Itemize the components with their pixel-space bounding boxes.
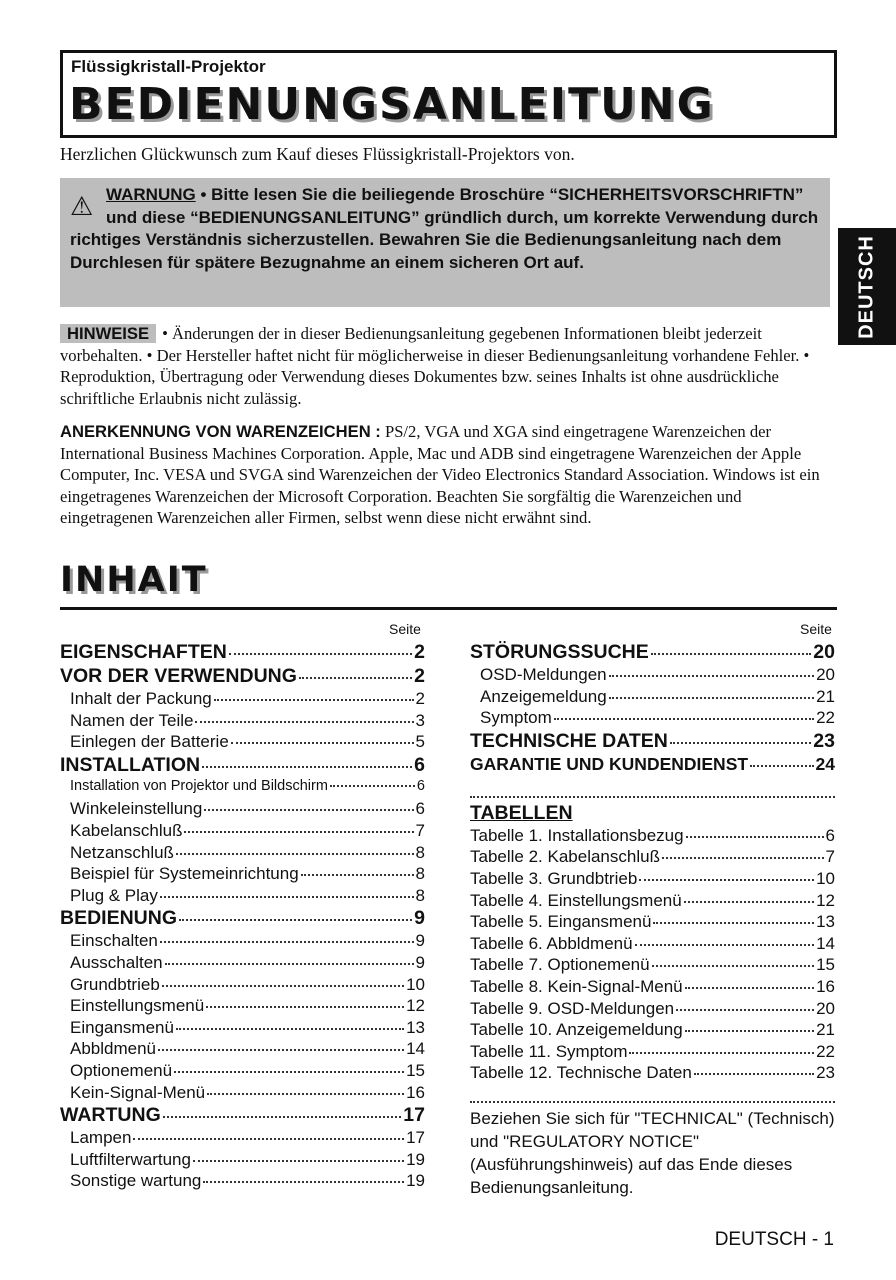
dot-leader bbox=[174, 1071, 404, 1073]
toc-entry[interactable] bbox=[60, 1061, 425, 1083]
toc-entry-label: Netzanschluß bbox=[70, 842, 174, 862]
dot-leader bbox=[554, 718, 814, 720]
dot-leader bbox=[165, 963, 414, 965]
dot-leader bbox=[184, 831, 413, 833]
toc-entry[interactable] bbox=[60, 907, 425, 931]
language-tab-label: DEUTSCH bbox=[855, 234, 878, 339]
toc-entry-page: 8 bbox=[415, 842, 425, 862]
toc-entry-label: VOR DER VERWENDUNG bbox=[60, 665, 297, 687]
warning-box bbox=[60, 178, 830, 307]
toc-left-column bbox=[60, 641, 425, 1193]
toc-entry-page: 8 bbox=[415, 885, 425, 905]
toc-entry-page: 2 bbox=[414, 641, 425, 663]
toc-entry-label: Einlegen der Batterie bbox=[70, 732, 229, 752]
toc-entry[interactable] bbox=[60, 953, 425, 975]
toc-entry-page: 22 bbox=[816, 1041, 835, 1061]
dot-leader bbox=[662, 857, 824, 859]
toc-entry-label: Kabelanschluß bbox=[70, 820, 183, 840]
dot-leader bbox=[162, 985, 404, 987]
toc-right-column bbox=[470, 641, 835, 1199]
toc-entry-page: 5 bbox=[415, 732, 425, 752]
toc-entry-page: 19 bbox=[406, 1149, 425, 1169]
dot-leader bbox=[163, 1116, 402, 1118]
toc-entry[interactable] bbox=[60, 931, 425, 953]
trademarks-paragraph bbox=[60, 421, 838, 529]
toc-entry[interactable] bbox=[60, 1150, 425, 1172]
dot-leader bbox=[639, 879, 814, 881]
toc-entry-page: 14 bbox=[816, 933, 835, 953]
toc-entry-page: 12 bbox=[816, 890, 835, 910]
toc-entry-page: 21 bbox=[816, 1020, 835, 1040]
dot-leader bbox=[193, 1160, 404, 1162]
toc-entry[interactable] bbox=[60, 1104, 425, 1128]
toc-entry-label: Beispiel für Systemeinrichtung bbox=[70, 864, 299, 884]
toc-entry-page: 9 bbox=[415, 952, 425, 972]
toc-entry-label: Tabelle 8. Kein-Signal-Menü bbox=[470, 976, 683, 996]
toc-entry-label: Grundbtrieb bbox=[70, 974, 160, 994]
toc-entry[interactable] bbox=[470, 641, 835, 665]
dot-leader bbox=[301, 874, 414, 876]
toc-entry-page: 13 bbox=[406, 1017, 425, 1037]
dot-leader bbox=[609, 675, 814, 677]
toc-entry-label: Eingansmenü bbox=[70, 1017, 174, 1037]
notes-paragraph bbox=[60, 323, 835, 409]
toc-entry-page: 20 bbox=[813, 641, 835, 663]
toc-entry-page: 3 bbox=[415, 710, 425, 730]
trademarks-label: ANERKENNUNG VON WARENZEICHEN : bbox=[60, 422, 381, 441]
toc-entry-label: Installation von Projektor und Bildschirm bbox=[70, 777, 328, 794]
toc-entry-page: 23 bbox=[816, 1063, 835, 1083]
dot-leader bbox=[207, 1093, 404, 1095]
toc-entry[interactable] bbox=[470, 754, 835, 780]
toc-entry[interactable] bbox=[60, 711, 425, 733]
divider bbox=[60, 607, 837, 610]
toc-entry-label: Optionemenü bbox=[70, 1060, 173, 1080]
dot-leader bbox=[214, 699, 414, 701]
subtitle: Flüssigkristall-Projektor bbox=[71, 57, 266, 76]
title-box bbox=[60, 50, 837, 138]
page-column-label: Seite bbox=[800, 621, 832, 637]
toc-entry-page: 19 bbox=[406, 1171, 425, 1191]
toc-entry-page: 10 bbox=[406, 974, 425, 994]
toc-entry-label: Anzeigemeldung bbox=[480, 686, 607, 706]
toc-entry-page: 10 bbox=[816, 868, 835, 888]
toc-entry[interactable] bbox=[470, 1042, 835, 1064]
toc-entry-label: Tabelle 11. Symptom bbox=[470, 1041, 628, 1061]
toc-entry[interactable] bbox=[60, 732, 425, 754]
toc-entry[interactable] bbox=[470, 891, 835, 913]
dot-leader bbox=[160, 941, 414, 943]
document-title: BEDIENUNGSANLEITUNG bbox=[69, 79, 715, 130]
toc-entry[interactable] bbox=[470, 1020, 835, 1042]
dot-leader bbox=[609, 697, 814, 699]
toc-entry-label: Ausschalten bbox=[70, 952, 163, 972]
dot-leader bbox=[206, 1006, 404, 1008]
toc-entry-page: 20 bbox=[816, 998, 835, 1018]
toc-entry[interactable] bbox=[60, 843, 425, 865]
toc-entry-page: 9 bbox=[415, 931, 425, 951]
warning-text: • Bitte lesen Sie die beiliegende Broschüre “SICHERHEITSVORSCHRIFTN” und diese “BEDIENUNGSANLEITUNG” gründlich durch, um korrekte Verwendung durch richtiges Verständnis sicherzustellen. Bewahren Sie die Bedienungsanleitung nach dem Durchlesen für spätere Bezugnahme an einem sicheren Ort auf. bbox=[70, 185, 819, 272]
dot-leader bbox=[203, 1181, 404, 1183]
toc-entry[interactable] bbox=[60, 641, 425, 665]
toc-entry[interactable] bbox=[60, 975, 425, 997]
dot-leader bbox=[686, 836, 824, 838]
dot-leader bbox=[685, 987, 814, 989]
toc-entry[interactable] bbox=[60, 1171, 425, 1193]
dot-leader bbox=[652, 965, 815, 967]
dot-leader bbox=[635, 944, 815, 946]
toc-entry[interactable] bbox=[470, 999, 835, 1021]
toc-entry[interactable] bbox=[60, 778, 425, 800]
dot-leader bbox=[158, 1049, 404, 1051]
toc-entry-label: TECHNISCHE DATEN bbox=[470, 729, 668, 752]
toc-entry-label: OSD-Meldungen bbox=[480, 665, 607, 684]
toc-entry-label: EIGENSCHAFTEN bbox=[60, 641, 227, 663]
toc-entry-label: Tabelle 6. Abbldmenü bbox=[470, 933, 633, 953]
warning-label: WARNUNG bbox=[106, 185, 196, 204]
toc-entry-label: Plug & Play bbox=[70, 885, 158, 905]
toc-entry-page: 22 bbox=[816, 708, 835, 728]
trademarks-text: PS/2, VGA und XGA sind eingetragene Warenzeichen der International Business Machines Corporation. Apple, Mac und ADB sind eingetragene Warenzeichen der Apple Computer, Inc. VESA und SVGA sind Warenzeichen der Video Electronics Standard Association. Windows ist ein eingetragenes Warenzeichen der Microsoft Corporation. Beachten Sie sorgfältig die Warenzeichen und eingetragenen Warenzeichen aller Firmen, selbst wenn diese nicht erwähnt sind. bbox=[60, 422, 820, 527]
toc-entry[interactable] bbox=[470, 1063, 835, 1085]
toc-entry[interactable] bbox=[60, 1018, 425, 1040]
dot-leader bbox=[670, 742, 811, 744]
toc-entry[interactable] bbox=[60, 1128, 425, 1150]
tables-title: TABELLEN bbox=[470, 801, 573, 824]
toc-entry[interactable] bbox=[60, 799, 425, 821]
toc-entry-label: Tabelle 3. Grundbtrieb bbox=[470, 868, 638, 888]
toc-entry-label: GARANTIE UND KUNDENDIENST bbox=[470, 753, 749, 774]
dot-leader bbox=[684, 901, 814, 903]
toc-entry[interactable] bbox=[470, 687, 835, 709]
toc-entry-label: Einstellungsmenü bbox=[70, 996, 205, 1016]
dot-leader bbox=[653, 922, 814, 924]
dot-leader bbox=[176, 853, 414, 855]
notes-label: HINWEISE bbox=[60, 324, 156, 343]
toc-entry-label: Winkeleinstellung bbox=[70, 799, 203, 819]
dot-leader bbox=[651, 653, 812, 655]
dot-leader bbox=[204, 809, 413, 811]
dot-leader bbox=[299, 677, 412, 679]
dotted-divider bbox=[470, 784, 835, 798]
page-column-label: Seite bbox=[389, 621, 421, 637]
toc-entry[interactable] bbox=[470, 826, 835, 848]
language-tab bbox=[838, 228, 896, 345]
toc-entry-page: 21 bbox=[816, 686, 835, 706]
toc-entry-page: 16 bbox=[816, 976, 835, 996]
dot-leader bbox=[685, 1030, 814, 1032]
toc-entry[interactable] bbox=[60, 886, 425, 908]
toc-entry[interactable] bbox=[60, 1039, 425, 1061]
toc-entry[interactable] bbox=[60, 754, 425, 778]
toc-entry-page: 24 bbox=[815, 753, 835, 774]
dotted-divider bbox=[470, 1089, 835, 1103]
toc-entry-page: 7 bbox=[415, 820, 425, 840]
toc-entry-label: Tabelle 7. Optionemenü bbox=[470, 955, 650, 975]
toc-entry-label: Tabelle 1. Installationsbezug bbox=[470, 825, 684, 845]
toc-entry-page: 20 bbox=[816, 665, 835, 684]
toc-entry-page: 17 bbox=[403, 1104, 425, 1127]
toc-entry[interactable] bbox=[60, 821, 425, 843]
toc-entry-page: 17 bbox=[406, 1128, 425, 1148]
dot-leader bbox=[176, 1028, 404, 1030]
dot-leader bbox=[629, 1052, 814, 1054]
toc-entry[interactable] bbox=[60, 864, 425, 886]
toc-entry-page: 15 bbox=[406, 1060, 425, 1080]
toc-entry-page: 6 bbox=[415, 799, 425, 819]
toc-entry[interactable] bbox=[470, 912, 835, 934]
toc-entry[interactable] bbox=[470, 665, 835, 687]
toc-entry-label: Abbldmenü bbox=[70, 1039, 157, 1059]
toc-entry-page: 14 bbox=[406, 1039, 425, 1059]
toc-entry[interactable] bbox=[470, 708, 835, 730]
dot-leader bbox=[694, 1073, 814, 1075]
dot-leader bbox=[202, 766, 412, 768]
toc-entry[interactable] bbox=[470, 730, 835, 754]
dot-leader bbox=[750, 765, 813, 767]
toc-entry-label: Symptom bbox=[480, 708, 552, 728]
toc-entry-page: 9 bbox=[414, 907, 425, 930]
toc-entry-label: Tabelle 12. Technische Daten bbox=[470, 1063, 692, 1083]
toc-entry-page: 15 bbox=[816, 955, 835, 975]
warning-triangle-icon: ⚠ bbox=[70, 191, 94, 221]
toc-entry-page: 7 bbox=[825, 847, 835, 867]
toc-entry-label: INSTALLATION bbox=[60, 753, 201, 776]
toc-entry-label: Lampen bbox=[70, 1128, 132, 1148]
toc-entry-label: Sonstige wartung bbox=[70, 1171, 202, 1191]
dot-leader bbox=[160, 896, 414, 898]
toc-entry[interactable] bbox=[60, 1083, 425, 1105]
toc-entry-label: Tabelle 4. Einstellungsmenü bbox=[470, 890, 682, 910]
dot-leader bbox=[133, 1138, 404, 1140]
toc-entry[interactable] bbox=[470, 847, 835, 869]
dot-leader bbox=[229, 653, 412, 655]
toc-entry-page: 13 bbox=[816, 912, 835, 932]
toc-entry-label: Luftfilterwartung bbox=[70, 1149, 191, 1169]
toc-entry-label: BEDIENUNG bbox=[60, 907, 178, 930]
dot-leader bbox=[330, 785, 415, 787]
toc-entry-label: Tabelle 5. Eingansmenü bbox=[470, 912, 652, 932]
page-footer: DEUTSCH - 1 bbox=[714, 1229, 834, 1250]
toc-entry-page: 16 bbox=[406, 1082, 425, 1102]
toc-entry-label: STÖRUNGSSUCHE bbox=[470, 641, 649, 663]
dot-leader bbox=[179, 919, 412, 921]
toc-entry[interactable] bbox=[470, 869, 835, 891]
toc-entry[interactable] bbox=[60, 689, 425, 711]
toc-entry-page: 2 bbox=[415, 689, 425, 708]
toc-entry[interactable] bbox=[470, 955, 835, 977]
toc-entry-page: 6 bbox=[414, 753, 425, 776]
toc-entry-label: Kein-Signal-Menü bbox=[70, 1082, 206, 1102]
dot-leader bbox=[231, 742, 414, 744]
toc-entry-label: Tabelle 10. Anzeigemeldung bbox=[470, 1020, 683, 1040]
toc-entry[interactable] bbox=[470, 977, 835, 999]
toc-entry[interactable] bbox=[60, 665, 425, 689]
dot-leader bbox=[195, 721, 413, 723]
toc-entry-page: 6 bbox=[825, 825, 835, 845]
toc-entry-label: Einschalten bbox=[70, 931, 158, 951]
toc-entry-label: Namen der Teile bbox=[70, 710, 194, 730]
toc-entry[interactable] bbox=[470, 934, 835, 956]
toc-entry-label: Tabelle 2. Kabelanschluß bbox=[470, 847, 660, 867]
toc-entry-label: WARTUNG bbox=[60, 1104, 161, 1127]
toc-entry-page: 8 bbox=[415, 864, 425, 884]
toc-entry-label: Inhalt der Packung bbox=[70, 689, 212, 708]
toc-entry-page: 12 bbox=[406, 996, 425, 1016]
toc-title: INHAIT bbox=[60, 560, 208, 600]
notes-text: • Änderungen der in dieser Bedienungsanleitung gegebenen Informationen bleibt jederzeit vorbehalten. • Der Hersteller haftet nicht für möglicherweise in dieser Bedienungsanleitung vorhandene Fehler. • Reproduktion, Übertragung oder Verwendung dieses Dokumentes bzw. seines Inhalts ist ohne ausdrückliche schriftliche Erlaubnis nicht zulässig. bbox=[60, 324, 810, 408]
toc-entry-label: Tabelle 9. OSD-Meldungen bbox=[470, 998, 675, 1018]
toc-entry-page: 6 bbox=[416, 777, 425, 794]
toc-entry-page: 23 bbox=[813, 729, 835, 752]
reference-note: Beziehen Sie sich für "TECHNICAL" (Technisch) und "REGULATORY NOTICE" (Ausführungshinweis) auf das Ende dieses Bedienungsanleitung. bbox=[470, 1108, 835, 1197]
toc-entry[interactable] bbox=[60, 996, 425, 1018]
toc-entry-page: 2 bbox=[414, 665, 425, 687]
dot-leader bbox=[676, 1009, 814, 1011]
intro-text: Herzlichen Glückwunsch zum Kauf dieses Flüssigkristall-Projektors von. bbox=[60, 144, 575, 164]
